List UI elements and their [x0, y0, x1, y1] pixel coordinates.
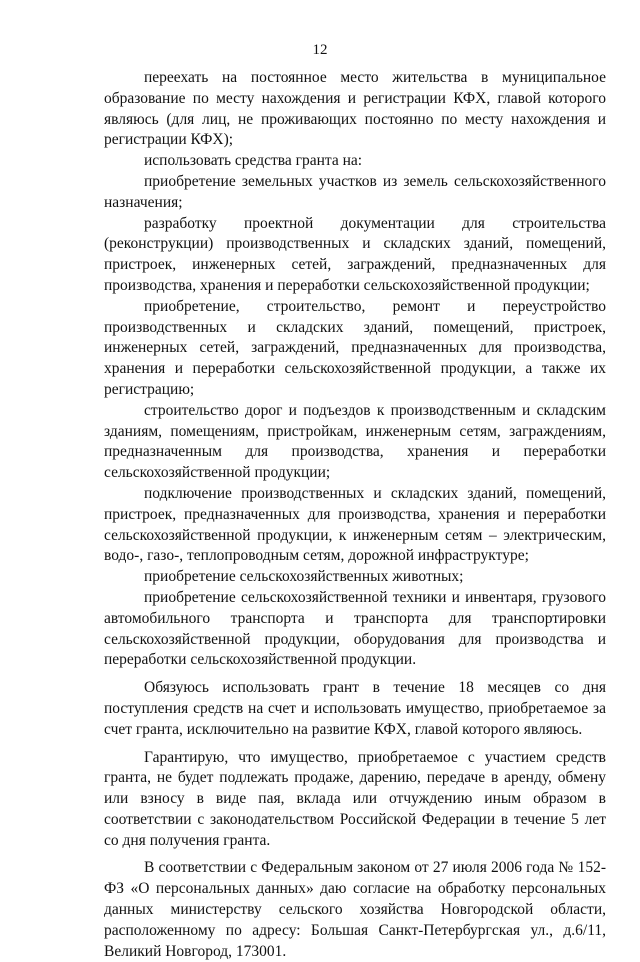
paragraph-grant-usage-pledge: Обязуюсь использовать грант в течение 18 месяцев со дня поступления средств на счет и использовать имущество, приобретаемое за счет гранта, исключительно на развитие КФХ, главой которого являюсь. [104, 679, 606, 738]
paragraph-relocation: переехать на постоянное место жительства в муниципальное образование по месту нахождения и регистрации КФХ, главой которого являюсь (для лиц, не проживающих постоянно по месту нахождения и регистрации КФХ); [104, 69, 606, 149]
page-number: 12 [312, 42, 328, 58]
paragraph-use-grant-intro: использовать средства гранта на: [144, 152, 363, 170]
paragraph-construction-repair: приобретение, строительство, ремонт и переустройство производственных и складских зданий, помещений, пристроек, инженерных сетей, заграждений, предназначенных для производства, хранения и переработки сельскохозяйственной продукции, а также их регистрацию; [104, 297, 606, 398]
paragraph-land-acquisition: приобретение земельных участков из земель сельскохозяйственного назначения; [104, 172, 606, 211]
paragraph-project-documentation: разработку проектной документации для строительства (реконструкции) производственных и складских зданий, помещений, пристроек, инженерных сетей, заграждений, предназначенных для производства, хранения и переработки сельскохозяйственной продукции; [104, 214, 606, 294]
document-body [104, 68, 606, 962]
paragraph-utilities-connection: подключение производственных и складских зданий, помещений, пристроек, предназначенных для производства, хранения и переработки сельскохозяйственной продукции, к инженерным сетям – электрическим, водо-, газо-, теплопроводным сетям, дорожной инфраструктуре; [104, 484, 606, 565]
paragraph-equipment-acquisition: приобретение сельскохозяйственной техники и инвентаря, грузового автомобильного транспорта и транспорта для транспортировки сельскохозяйственной продукции, оборудования для производства и переработки сельскохозяйственной продукции. [104, 588, 606, 669]
paragraph-personal-data-consent: В соответствии с Федеральным законом от 27 июля 2006 года № 152-ФЗ «О персональных данных» даю согласие на обработку персональных данных министерству сельского хозяйства Новгородской области, расположенному по адресу: Большая Санкт-Петербургская ул., д.6/11, Великий Новгород, 173001. [104, 859, 606, 960]
paragraph-roads-construction: строительство дорог и подъездов к производственным и складским зданиям, помещениям, пристройкам, инженерным сетям, заграждениям, предназначенным для производства, хранения и переработки сельскохозяйственной продукции; [104, 401, 606, 482]
paragraph-property-guarantee: Гарантирую, что имущество, приобретаемое с участием средств гранта, не будет подлежать продаже, дарению, передаче в аренду, обмену или взносу в виде пая, вклада или отчуждению иным образом в соответствии с законодательством Российской Федерации в течение 5 лет со дня получения гранта. [104, 748, 606, 849]
paragraph-livestock-acquisition: приобретение сельскохозяйственных животных; [144, 568, 464, 586]
